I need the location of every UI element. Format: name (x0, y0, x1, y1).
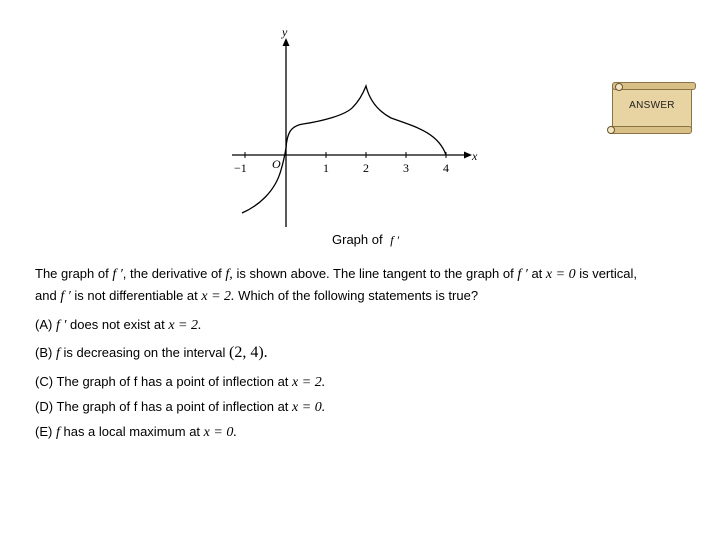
f-prime-curve (242, 86, 446, 213)
scroll-roll-bottom (608, 126, 692, 134)
option-b-f: f (55, 346, 60, 361)
option-a-text: does not exist at (70, 317, 165, 332)
option-a-eq: x = 2. (168, 318, 202, 333)
q1-text-a: The graph of (35, 266, 109, 281)
q1-text-e: is vertical, (579, 266, 637, 281)
option-e-letter: (E) (35, 424, 53, 439)
option-d-letter: (D) (35, 399, 54, 414)
origin-label: O (272, 157, 281, 171)
option-e-f: f (55, 425, 60, 440)
tick-label-2: 2 (363, 161, 369, 175)
option-a (35, 315, 202, 336)
option-a-f: f ′ (55, 318, 67, 333)
tick-label-1: 1 (323, 161, 329, 175)
q1-f-prime-2: f ′ (517, 267, 528, 282)
question-line-2 (35, 285, 478, 308)
graph-caption-func: f ′ (390, 233, 400, 247)
scroll-knob-bottom (607, 126, 615, 134)
option-c-letter: (C) (35, 374, 54, 389)
option-c-text: The graph of f has a point of inflection at (56, 374, 289, 389)
q2-text-b: is not differentiable at (74, 288, 198, 303)
q2-text-a: and (35, 288, 57, 303)
option-a-letter: (A) (35, 317, 53, 332)
option-b-letter: (B) (35, 345, 53, 360)
question-line-1 (35, 263, 637, 286)
scroll-roll-top (612, 82, 696, 90)
option-e (35, 422, 237, 443)
answer-button[interactable] (606, 80, 694, 136)
option-b-text: is decreasing on the interval (63, 345, 226, 360)
option-b (35, 343, 268, 364)
scroll-knob-top (615, 83, 623, 91)
tick-label-neg1: −1 (234, 161, 247, 175)
q2-eq: x = 2. (201, 289, 235, 304)
q1-eq: x = 0 (545, 267, 576, 282)
option-c (35, 372, 325, 393)
graph-of-f-prime (228, 22, 492, 252)
option-e-eq: x = 0. (203, 425, 237, 440)
option-c-eq: x = 2. (292, 375, 326, 390)
q2-f-prime: f ′ (60, 289, 71, 304)
graph-caption (332, 232, 400, 247)
option-e-text: has a local maximum at (63, 424, 201, 439)
tick-label-4: 4 (443, 161, 449, 175)
answer-button-label: ANSWER (629, 100, 675, 111)
q1-text-c: is shown above. The line tangent to the graph of (236, 266, 514, 281)
x-axis-arrow (464, 152, 472, 159)
option-d (35, 397, 325, 418)
option-d-eq: x = 0. (292, 400, 326, 415)
y-axis-label: y (282, 25, 288, 39)
x-axis-label: x (472, 149, 478, 163)
y-axis-arrow (283, 38, 290, 46)
graph-caption-prefix: Graph of (332, 232, 383, 247)
q2-text-c: Which of the following statements is true? (238, 288, 479, 303)
q1-f-prime: f ′ (112, 267, 123, 282)
q1-text-b: , the derivative of (122, 266, 222, 281)
q1-text-d: at (531, 266, 543, 281)
q1-f: f, (225, 267, 233, 282)
option-d-text: The graph of f has a point of inflection at (56, 399, 289, 414)
tick-label-3: 3 (403, 161, 409, 175)
option-b-eq: (2, 4). (228, 344, 268, 361)
